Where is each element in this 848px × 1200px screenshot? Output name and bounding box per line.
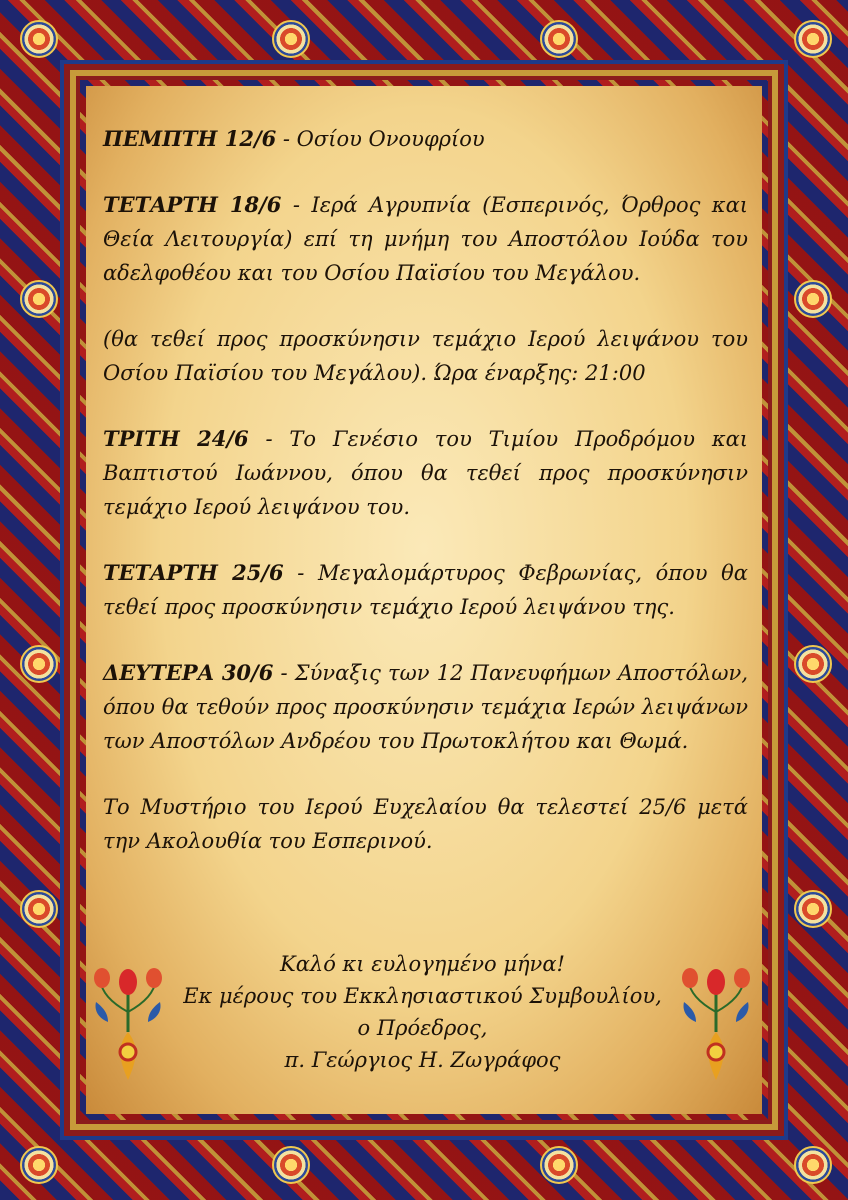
announcement-text: - Το Γενέσιο του Τιμίου Προδρόμου και Βαπτιστού Ιωάννου, όπου θα τεθεί προς προσκύνησιν τεμάχιο Ιερού λειψάνου του.: [103, 427, 749, 519]
closing-name: π. Γεώργιος Η. Ζωγράφος: [284, 1048, 561, 1072]
announcement-text: (θα τεθεί προς προσκύνησιν τεμάχιο Ιερού λειψάνου του Οσίου Παϊσίου του Μεγάλου). Ώρα έναρξης: 21:00: [103, 327, 748, 385]
announcement-item: [103, 188, 748, 290]
announcement-text: - Ιερά Αγρυπνία (Εσπερινός, Όρθρος και Θεία Λειτουργία) επί τη μνήμη του Αποστόλου Ιούδα του αδελφοθέου και του Οσίου Παϊσίου του Μεγάλου.: [103, 193, 748, 285]
rosette-icon: [794, 280, 832, 318]
rosette-icon: [20, 280, 58, 318]
closing-from: Εκ μέρους του Εκκλησιαστικού Συμβουλίου,: [183, 984, 662, 1008]
flower-bouquet-icon: [90, 952, 166, 1082]
closing-wish: Καλό κι ευλογημένο μήνα!: [280, 952, 565, 976]
rosette-icon: [540, 20, 578, 58]
announcement-list: [103, 122, 748, 890]
rosette-icon: [20, 645, 58, 683]
flower-bouquet-icon: [678, 952, 754, 1082]
rosette-icon: [794, 1146, 832, 1184]
rosette-icon: [272, 20, 310, 58]
announcement-day: ΤΕΤΑΡΤΗ 25/6: [103, 560, 284, 585]
announcement-item: [103, 122, 748, 156]
announcement-text: - Σύναξις των 12 Πανευφήμων Αποστόλων, όπου θα τεθούν προς προσκύνησιν τεμάχια Ιερών λειψάνων των Αποστόλων Ανδρέου του Πρωτοκλήτου και Θωμά.: [103, 661, 749, 753]
rosette-icon: [794, 645, 832, 683]
announcement-item: [103, 422, 748, 524]
announcement-day: ΤΕΤΑΡΤΗ 18/6: [103, 192, 282, 217]
closing-role: ο Πρόεδρος,: [357, 1016, 488, 1040]
announcement-item: [103, 656, 748, 758]
announcement-item: [103, 556, 748, 624]
rosette-icon: [794, 20, 832, 58]
announcement-item: [103, 790, 748, 858]
announcement-item: [103, 322, 748, 390]
rosette-icon: [20, 890, 58, 928]
announcement-text: Το Μυστήριο του Ιερού Ευχελαίου θα τελεστεί 25/6 μετά την Ακολουθία του Εσπερινού.: [103, 795, 748, 853]
rosette-icon: [20, 20, 58, 58]
announcement-day: ΤΡΙΤΗ 24/6: [103, 426, 249, 451]
rosette-icon: [272, 1146, 310, 1184]
rosette-icon: [540, 1146, 578, 1184]
rosette-icon: [20, 1146, 58, 1184]
announcement-text: - Οσίου Ονουφρίου: [276, 127, 485, 151]
closing-signature: [170, 948, 675, 1076]
announcement-text: - Μεγαλομάρτυρος Φεβρωνίας, όπου θα τεθεί προς προσκύνησιν τεμάχιο Ιερού λειψάνου της.: [103, 561, 748, 619]
announcement-day: ΔΕΥΤΕΡΑ 30/6: [103, 660, 274, 685]
rosette-icon: [794, 890, 832, 928]
announcement-day: ΠΕΜΠΤΗ 12/6: [103, 126, 277, 151]
